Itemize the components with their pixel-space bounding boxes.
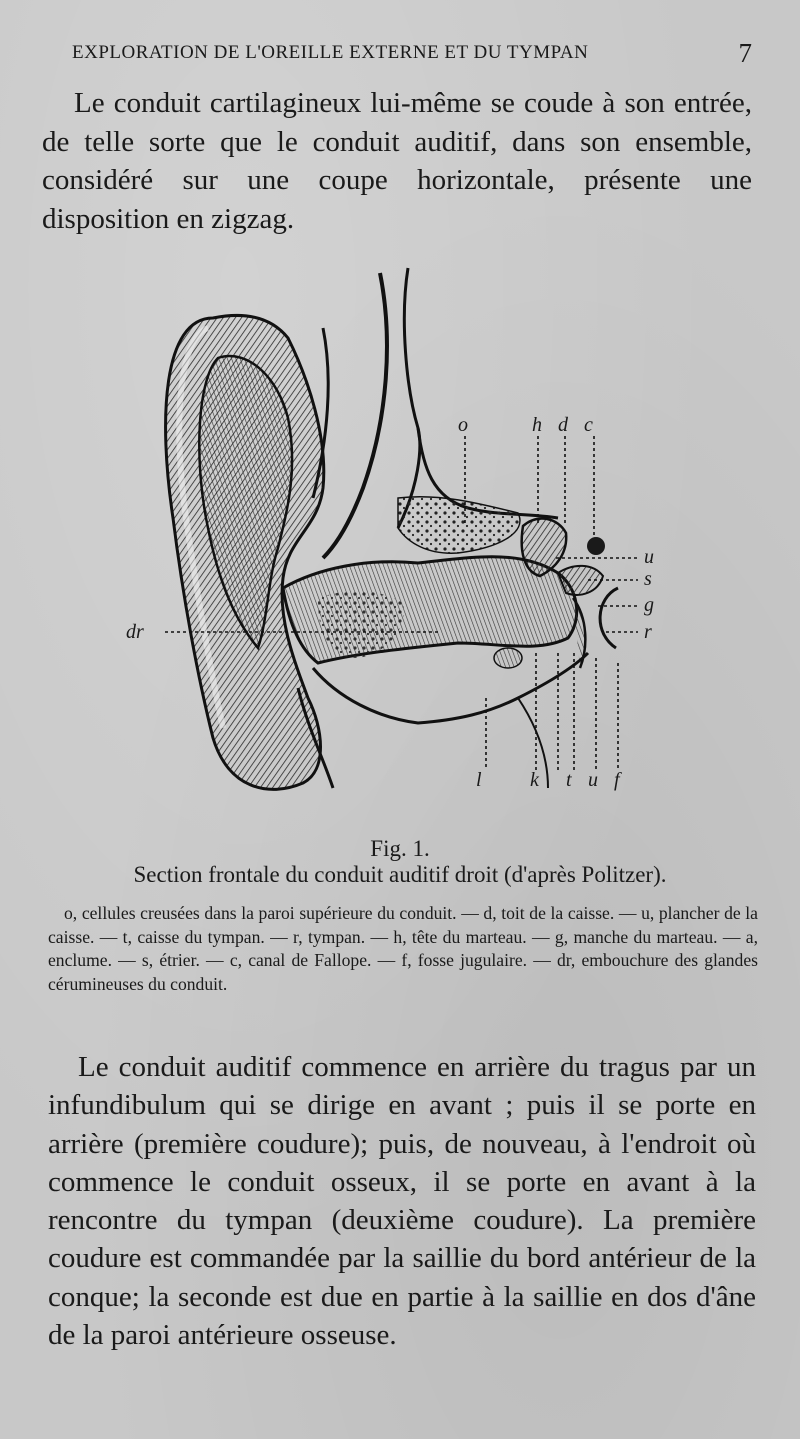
ossicles — [522, 519, 567, 576]
label-c: c — [584, 414, 593, 436]
page-number: 7 — [738, 38, 752, 68]
label-s: s — [644, 568, 652, 590]
label-r: r — [644, 621, 652, 643]
label-g: g — [644, 594, 654, 616]
label-u: u — [644, 546, 654, 568]
figure-caption: Section frontale du conduit auditif droit (d'après Politzer). — [133, 862, 667, 887]
upper-wall-cells — [398, 497, 520, 554]
label-t: t — [566, 769, 572, 791]
tympanum — [600, 588, 618, 648]
running-title: EXPLORATION DE L'OREILLE EXTERNE ET DU TYMPAN — [72, 42, 589, 63]
body-paragraph: Le conduit auditif commence en arrière du tragus par un infundibulum qui se dirige en avant ; puis il se porte en arrière (première coudure); puis, de nouveau, à l'endroit où commence le conduit osseux, il se porte en avant à la rencontre du tympan (deuxième coudure). La première coudure est commandée par la saillie du bord antérieur de la conque; la seconde est due en partie à la saillie en dos d'âne de la paroi antérieure osseuse. — [48, 1051, 756, 1352]
figure-legend: o, cellules creusées dans la paroi supérieure du conduit. — d, toit de la caisse. — u, plancher de la caisse. — t, caisse du tympan. — r, tympan. — h, tête du marteau. — g, manche du marteau. — a, enclume. — s, étrier. — c, canal de Fallope. — f, fosse jugulaire. — dr, embouchure des glandes cérumineuses du conduit. — [48, 903, 758, 994]
label-dr: dr — [126, 621, 144, 643]
ear-illustration — [118, 258, 678, 823]
ear-section-figure — [118, 258, 678, 823]
label-d: d — [558, 414, 568, 436]
running-head — [72, 38, 752, 68]
label-l: l — [476, 769, 482, 791]
label-f: f — [614, 769, 620, 791]
label-o: o — [458, 414, 468, 436]
label-u-bottom: u — [588, 769, 598, 791]
intro-paragraph: Le conduit cartilagineux lui-même se coude à son entrée, de telle sorte que le conduit auditif, dans son ensemble, considéré sur une coupe horizontale, présente une disposition en zigzag. — [42, 87, 752, 235]
label-h: h — [532, 414, 542, 436]
figure-number: Fig. 1. — [370, 836, 430, 861]
label-k: k — [530, 769, 539, 791]
